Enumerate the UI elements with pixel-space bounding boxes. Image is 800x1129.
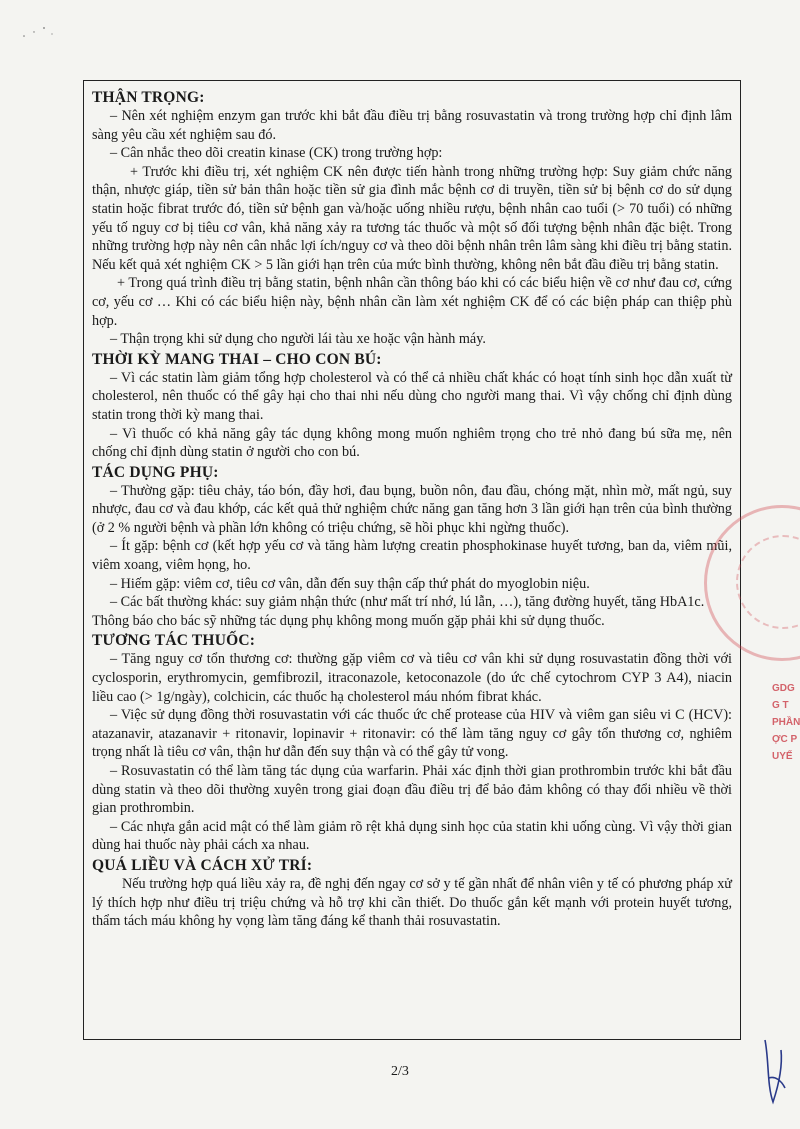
paragraph: + Trong quá trình điều trị bằng statin, bệnh nhân cần thông báo khi có các biểu hiện về cơ như đau cơ, cứng cơ, yếu cơ … Khi có các biểu hiện này, bệnh nhân cần làm xét nghiệm CK để có các biện pháp can thiệp phù hợp.: [92, 275, 732, 329]
side-effect-note: Thông báo cho bác sỹ những tác dụng phụ không mong muốn gặp phải khi sử dụng thuốc.: [92, 612, 605, 629]
paragraph: – Nên xét nghiệm enzym gan trước khi bắt đầu điều trị bằng rosuvastatin và trong trường hợp chỉ định lâm sàng yêu cầu xét nghiệm sau đó.: [92, 108, 732, 143]
paragraph: – Thường gặp: tiêu chảy, táo bón, đầy hơi, đau bụng, buồn nôn, đau đầu, chóng mặt, nhìn mờ, mất ngủ, suy nhược, đau cơ và đau khớp, các kết quả thử nghiệm chức năng gan tăng hơn 3 lần giới hạn trên của bình thường (ở 2 % người bệnh và phần lớn không có triệu chứng, sẽ hồi phục khi ngừng thuốc).: [92, 482, 732, 536]
page-number: 2/3: [391, 1064, 409, 1079]
paragraph: – Các bất thường khác: suy giảm nhận thức (như mất trí nhớ, lú lẫn, …), tăng đường huyết, tăng HbA1c.: [110, 594, 705, 611]
paragraph: – Tăng nguy cơ tổn thương cơ: thường gặp viêm cơ và tiêu cơ vân khi sử dụng rosuvastatin đồng thời với cyclosporin, erythromycin, gemfibrozil, itraconazole, ketoconazole (do ức chế cytochrom CYP 3 A4), niacin liều cao (> 1g/ngày), colchicin, các thuốc hạ cholesterol máu nhóm fibrat khác.: [92, 651, 732, 705]
stamp-line: PHẦN: [772, 717, 800, 728]
paragraph: – Các nhựa gắn acid mật có thể làm giảm rõ rệt khả dụng sinh học của statin khi uống cùng. Vì vậy thời gian dùng hai thuốc này phải cách xa nhau.: [92, 818, 732, 854]
paragraph: – Việc sử dụng đồng thời rosuvastatin với các thuốc ức chế protease của HIV và viêm gan siêu vi C (HCV): atazanavir, atazanavir + ritonavir, lopinavir + ritonavir: có thể làm tăng nguy cơ gây tổn thương cơ, nghiêm trọng nhất là tiêu cơ vân, thận hư dẫn đến suy thận và có thể gây tử vong.: [92, 707, 732, 761]
paragraph: – Thận trọng khi sử dụng cho người lái tàu xe hoặc vận hành máy.: [110, 331, 486, 348]
stamp-line: GDG: [772, 683, 795, 694]
paragraph: Nếu trường hợp quá liều xảy ra, đề nghị đến ngay cơ sở y tế gần nhất để nhân viên y tế có phương pháp xử lý thích hợp như điều trị triệu chứng và hỗ trợ khi cần thiết. Do thuốc gắn kết mạnh với protein huyết tương, thẩm tách máu không hy vọng làm tăng đáng kể thanh thải rosuvastatin.: [92, 875, 732, 930]
stamp-line: UYẾ: [772, 751, 793, 762]
section-title-tac-dung-phu: TÁC DỤNG PHỤ:: [92, 463, 219, 481]
stamp-line: G T: [772, 700, 789, 711]
section-title-tuong-tac-thuoc: TƯƠNG TÁC THUỐC:: [92, 632, 256, 650]
signature-mark: [755, 1030, 795, 1110]
section-title-than-trong: THẬN TRỌNG:: [92, 89, 205, 106]
stamp-text: [772, 680, 800, 765]
paragraph: – Vì thuốc có khả năng gây tác dụng không mong muốn nghiêm trọng cho trẻ nhỏ đang bú sữa mẹ, nên chống chỉ định dùng statin ở người cho con bú.: [92, 425, 732, 461]
paragraph: – Cân nhắc theo dõi creatin kinase (CK) trong trường hợp:: [110, 145, 443, 162]
paragraph: – Vì các statin làm giảm tổng hợp cholesterol và có thể cả nhiều chất khác có hoạt tính sinh học dẫn xuất từ cholesterol, nên thuốc có thể gây hại cho thai nhi nếu dùng cho người mang thai. Vì vậy chống chỉ định dùng statin trong thời kỳ mang thai.: [92, 369, 732, 423]
paragraph: + Trước khi điều trị, xét nghiệm CK nên được tiến hành trong những trường hợp: Suy giảm chức năng thận, nhược giáp, tiền sử bản thân hoặc tiền sử gia đình mắc bệnh cơ di truyền, tiền sử bị bệnh cơ do sử dụng statin hoặc fibrat trước đó, tiền sử bệnh gan và/hoặc uống nhiều rượu, bệnh nhân cao tuổi (> 70 tuổi) có những yếu tố nguy cơ bị tiêu cơ vân, khả năng xảy ra tương tác thuốc và một số đối tượng bệnh nhân đặc biệt. Trong những trường hợp này nên cân nhắc lợi ích/nguy cơ và theo dõi bệnh nhân trên lâm sàng khi điều trị bằng statin. Nếu kết quả xét nghiệm CK > 5 lần giới hạn trên của mức bình thường, không nên bắt đầu điều trị bằng statin.: [92, 163, 732, 273]
section-title-qua-lieu: QUÁ LIỀU VÀ CÁCH XỬ TRÍ:: [92, 856, 313, 874]
document-frame: [83, 80, 741, 1040]
paragraph: – Hiếm gặp: viêm cơ, tiêu cơ vân, dẫn đến suy thận cấp thứ phát do myoglobin niệu.: [110, 575, 590, 592]
stamp-line: ỢC P: [772, 734, 798, 745]
paragraph: – Ít gặp: bệnh cơ (kết hợp yếu cơ và tăng hàm lượng creatin phosphokinase huyết tương, ban da, viêm mũi, viêm xoang, viêm họng, ho.: [92, 538, 732, 574]
section-title-thoi-ky-mang-thai: THỜI KỲ MANG THAI – CHO CON BÚ:: [92, 350, 382, 368]
scan-speck: [20, 22, 60, 42]
paragraph: – Rosuvastatin có thể làm tăng tác dụng của warfarin. Phải xác định thời gian prothrombin trước khi bắt đầu dùng statin và theo dõi thường xuyên trong giai đoạn đầu điều trị để bảo đảm không có thay đổi nhiều về thời gian prothrombin.: [92, 763, 732, 817]
